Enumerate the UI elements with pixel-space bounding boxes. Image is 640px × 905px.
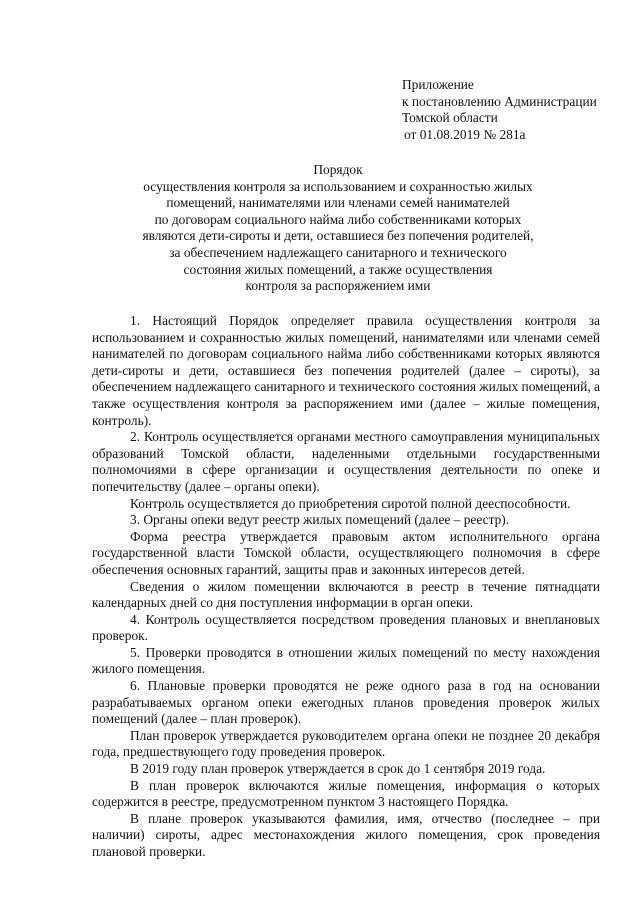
- title-line: по договорам социального найма либо собственниками которых: [154, 211, 522, 227]
- appendix-block: [402, 77, 632, 143]
- paragraph-3: 3. Органы опеки ведут реестр жилых помещений (далее – реестр).: [130, 512, 510, 528]
- paragraph-3-form: Форма реестра утверждается правовым актом исполнительного органа государственной власти Томской области, осуществляющего полномочия в сфере обеспечения основных гарантий, защиты прав и законных интересов детей.: [92, 528, 600, 577]
- title-line: осуществления контроля за использованием и сохранностью жилых: [143, 178, 533, 194]
- appendix-resolution: к постановлению Администрации: [402, 93, 597, 109]
- title-line: контроля за распоряжением ими: [245, 278, 431, 294]
- paragraph-6-inclusion: В план проверок включаются жилые помещения, информация о которых содержится в реестре, предусмотренном пунктом 3 настоящего Порядка.: [92, 777, 600, 810]
- paragraph-6-2019: В 2019 году план проверок утверждается в срок до 1 сентября 2019 года.: [130, 761, 546, 777]
- paragraph-5: 5. Проверки проводятся в отношении жилых помещений по месту нахождения жилого помещения.: [92, 644, 600, 677]
- document-body: [92, 313, 600, 861]
- appendix-date-number: от 01.08.2019 № 281а: [404, 126, 526, 142]
- title-heading: Порядок: [313, 162, 363, 177]
- paragraph-6: 6. Плановые проверки проводятся не реже одного раза в год на основании разрабатываемых органом опеки ежегодных планов проведения проверок жилых помещений (далее – план проверок).: [92, 678, 600, 727]
- title-line: являются дети-сироты и дети, оставшиеся без попечения родителей,: [142, 228, 534, 244]
- paragraph-3-registry: Сведения о жилом помещении включаются в реестр в течение пятнадцати календарных дней со дня поступления информации в орган опеки.: [92, 578, 600, 611]
- title-line: помещений, нанимателями или членами семей нанимателей: [166, 195, 510, 211]
- document-title: [98, 162, 578, 295]
- appendix-region: Томской области: [402, 110, 498, 126]
- appendix-label: Приложение: [402, 77, 474, 92]
- title-line: состояния жилых помещений, а также осуществления: [183, 261, 493, 277]
- paragraph-1: 1. Настоящий Порядок определяет правила осуществления контроля за использованием и сохранностью жилых помещений, нанимателями или членами семей нанимателей по договорам социального найма либо собственниками которых являются дети-сироты и дети, оставшиеся без попечения родителей (далее – сироты), за обеспечением надлежащего санитарного и технического состояния жилых помещений, а также осуществления контроля за распоряжением ими (далее – жилые помещения, контроль).: [92, 313, 600, 428]
- paragraph-4: 4. Контроль осуществляется посредством проведения плановых и внеплановых проверок.: [92, 611, 600, 644]
- paragraph-6-contents: В плане проверок указываются фамилия, имя, отчество (последнее – при наличии) сироты, адрес местонахождения жилого помещения, срок проведения плановой проверки.: [92, 810, 600, 859]
- title-line: за обеспечением надлежащего санитарного и технического: [169, 244, 507, 260]
- paragraph-2-note: Контроль осуществляется до приобретения сиротой полной дееспособности.: [130, 495, 571, 511]
- paragraph-6-approval: План проверок утверждается руководителем органа опеки не позднее 20 декабря года, предшествующего году проведения проверок.: [92, 727, 600, 760]
- paragraph-2: 2. Контроль осуществляется органами местного самоуправления муниципальных образований Томской области, наделенными отдельными государственными полномочиями в сфере организации и осуществления деятельности по опеке и попечительству (далее – органы опеки).: [92, 429, 600, 494]
